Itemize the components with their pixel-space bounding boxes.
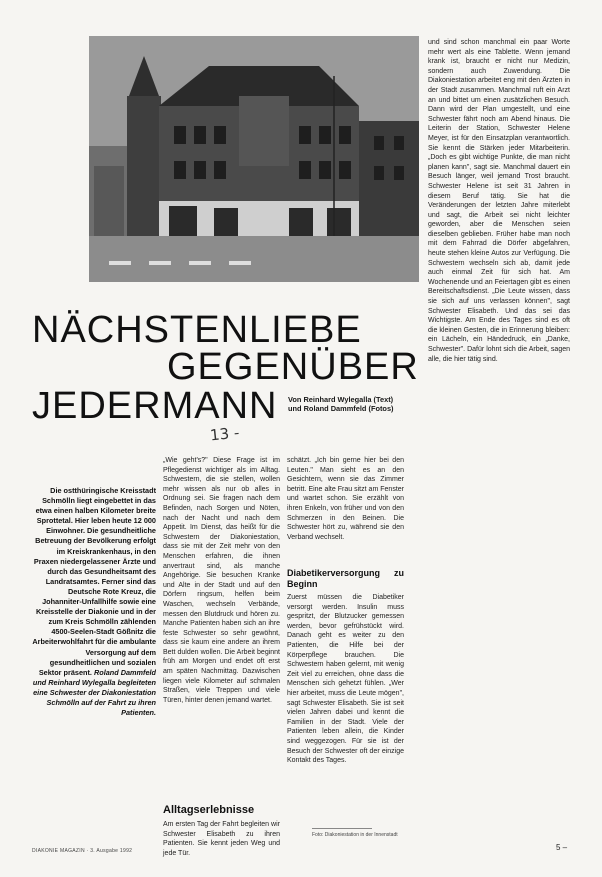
building-photo-graphic — [89, 36, 419, 282]
headline-line-3: JEDERMANN — [32, 385, 278, 427]
byline-text: Von Reinhard Wylegalla (Text) — [288, 395, 394, 404]
intro-italic: Roland Dammfeld und Reinhard Wylegalla begleiteten eine Schwester der Diakoniestation Schmölln auf der Fahrt zu ihren Patienten. — [32, 667, 156, 718]
building-photo — [89, 36, 419, 282]
handwritten-page-reference: 13 - — [209, 423, 241, 445]
headline-line-2: GEGENÜBER — [167, 346, 419, 388]
subhead-diabetikerversorgung: Diabetikerversorgung zu Beginn — [287, 568, 404, 589]
byline — [288, 395, 428, 413]
footer-publication: DIAKONIE MAGAZIN · 3. Ausgabe 1992 — [32, 848, 133, 854]
byline-photo: und Roland Dammfeld (Fotos) — [288, 404, 394, 413]
subhead-alltagserlebnisse: Alltagserlebnisse — [163, 804, 255, 816]
intro-text: Die ostthüringische Kreisstadt Schmölln liegt eingebettet in das etwa einen halben Kilometer breite Sprottetal. Hier leben heute 12 000 Einwohner. Die gesundheitliche Betreuung der Bevölkerung erfolgt im Kreiskrankenhaus, in den Praxen niedergelassener Ärzte und durch das Gesundheitsamt des Landratsamtes. Ferner sind das Deutsche Rote Kreuz, die Johanniter-Unfallhilfe sowie eine Kreisstelle der Diakonie und in der zum Kreis Schmölln zählenden 4500-Seelen-Stadt Gößnitz die Arbeiterwohlfahrt für die ambulante Versorgung auf dem gesundheitlichen und sozialen Sektor präsent. — [32, 486, 156, 677]
caption-rule — [312, 828, 372, 829]
headline-line-1: NÄCHSTENLIEBE — [32, 309, 362, 351]
article-column-3 — [287, 456, 404, 828]
column-4-text: und sind schon manchmal ein paar Worte mehr wert als eine Tablette. Wenn jemand krank ist, braucht er nicht nur Medizin, sondern auch Zuwendung. Die Diakoniestation arbeitet eng mit den Ärzten in der Stadt zusammen. Manchmal ruft ein Arzt an und bittet um einen zusätzlichen Besuch. Dann wird der Plan umgestellt, und eine Schwester fährt noch am Abend hinaus. Die Leiterin der Station, Schwester Helene Meyer, ist für den Einsatzplan verantwortlich. Sie kennt die Stärken jeder Mitarbeiterin. „Doch es gibt wichtige Punkte, die man nicht planen kann", sagt sie. Manchmal dauert ein Besuch länger, weil jemand Trost braucht. Schwester Helene ist seit 31 Jahren in diesem Beruf tätig. Sie hat die Veränderungen der letzten Jahre miterlebt und sagt, die Arbeit sei nicht leichter geworden, aber die Menschen seien dieselben geblieben. Früher habe man noch mit dem Fahrrad die Dörfer abgefahren, heute stehen kleine Autos zur Verfügung. Die Schwestern wechseln sich ab, damit jede auch einmal Zeit für sich hat. Am Wochenende und an Feiertagen gibt es einen Bereitschaftsdienst. „Die Leute wissen, dass sie sich auf uns verlassen können", sagt Schwester Elisabeth. Und das sei das Wichtigste. Am Ende des Tages sind es oft die kleinen Gesten, die in Erinnerung bleiben: ein Lächeln, ein Händedruck, ein „Danke, Schwester". Dafür lohnt sich die Arbeit, sagen alle, die hier tätig sind. — [428, 39, 570, 363]
column-3-text: schätzt. „Ich bin gerne hier bei den Leuten." Man sieht es an den Gesichtern, wenn sie das Zimmer betritt. Eine alte Frau sitzt am Fenster und wartet schon. Sie erzählt von ihren Enkeln, von früher und von den Schmerzen in den Beinen. Die Schwester hört zu, während sie den Verband wechselt. — [287, 457, 404, 541]
article-column-4 — [428, 38, 570, 838]
photo-caption: Foto: Diakoniestation in der Innenstadt — [312, 832, 398, 838]
column-2-text-2: Am ersten Tag der Fahrt begleiten wir Schwester Elisabeth zu ihren Patienten. Sie kennt jeden Weg und jede Tür. — [163, 821, 280, 857]
article-column-2 — [163, 456, 280, 857]
column-2-text: „Wie geht's?" Diese Frage ist im Pflegedienst wichtiger als im Alltag. Schwestern, die sie stellen, wollen mehr wissen als nur ob alles in Ordnung sei. Sie fragen nach dem Befinden, nach Sorgen und Nöten, nach der Nacht und nach dem Appetit. Im Dienst, das heißt für die Schwestern der Diakoniestation, dass sie mit der Zeit mehr von den Menschen erfahren, die ihnen anvertraut sind, als manche Angehörige. Sie besuchen Kranke und Alte in der Stadt und auf den Dörfern ringsum, helfen beim Waschen, wechseln Verbände, messen den Blutdruck und hören zu. Manche Patienten haben sich an ihre feste Schwester so sehr gewöhnt, dass sie kaum eine andere an ihrem Bett dulden wollen. Die Arbeit beginnt früh am Morgen und endet oft erst am späten Nachmittag. Dazwischen liegen viele Kilometer auf schmalen Straßen, viele Treppen und viele Türen, hinter denen jemand wartet. — [163, 457, 280, 704]
intro-paragraph — [32, 486, 156, 718]
page-number: 5 – — [556, 843, 568, 852]
column-3-text-2: Zuerst müssen die Diabetiker versorgt werden. Insulin muss gespritzt, der Blutzucker gemessen werden, bevor gefrühstückt wird. Danach geht es weiter zu den Patienten, die Hilfe bei der Körperpflege brauchen. Die Schwestern haben gelernt, mit wenig Zeit viel zu erreichen, ohne dass die Menschen sich gehetzt fühlen. „Wer hier arbeitet, muss die Leute mögen", sagt Schwester Elisabeth. Sie ist seit vielen Jahren dabei und kennt die Familien in der Stadt. Viele der Patienten leben allein, die Kinder sind weggezogen. Für sie ist der Besuch der Schwester oft der einzige Kontakt des Tages. — [287, 594, 404, 765]
